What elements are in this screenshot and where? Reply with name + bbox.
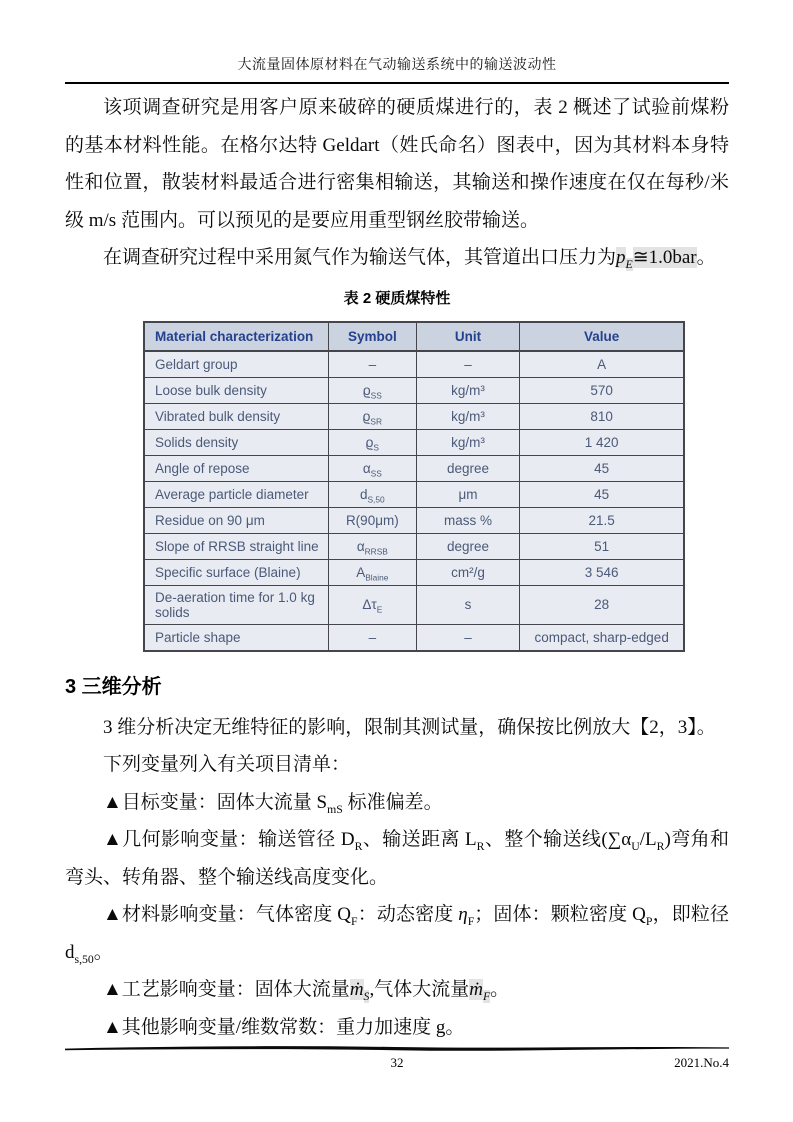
cell-value: 45 [520,455,684,481]
text-segment: 在调查研究过程中采用氮气作为输送气体，其管道出口压力为 [103,247,617,268]
body-paragraph-1 [65,89,729,239]
cell-value: 45 [520,481,684,507]
text-segment: α [356,538,365,554]
bullet-item-process-variables [65,971,729,1009]
subscript-text: SS [370,468,382,479]
header-rule [65,82,729,84]
cell-material: Average particle diameter [144,481,328,507]
subscript-text: RRSB [364,546,388,557]
text-segment: η [458,904,468,925]
subscript-text: S [363,989,370,1003]
cell-unit: – [416,624,520,651]
text-segment: 、输送距离 L [362,829,477,850]
page-content [65,0,729,1046]
table-row [144,585,684,624]
text-segment: ▲工艺影响变量：固体大流量 [103,979,350,1000]
text-segment: 标准偏差。 [342,791,443,813]
section-heading: 3 三维分析 [65,675,162,698]
subscript-text: F [467,914,475,928]
cell-material: Residue on 90 μm [144,507,328,533]
text-segment: 该项调查研究是用客户原来破碎的硬质煤进行的，表 2 概述了试验前煤粉的基本材料性能。在格尔达特 Geldart（姓氏命名）图表中，因为其材料本身特性和位置，散装材料最适合进行密集相输送，其输送和操作速度在仅在每秒/米级 m/s 范围内。可以预见的是要应用重型钢丝胶带输送。 [65,97,729,231]
coal-properties-table [143,321,685,652]
cell-symbol [328,559,416,585]
bullet-item-geometry-variables [65,821,729,896]
running-head-title: 大流量固体原材料在气动输送系统中的输送波动性 [237,58,557,73]
text-segment: ▲其他影响变量/维数常数：重力加速度 g。 [103,1016,465,1038]
text-segment: ▲几何影响变量：输送管径 D [103,829,355,850]
text-segment: – [368,356,377,372]
text-segment: ，即粒径 d [65,904,729,963]
cell-value: 3 546 [520,559,684,585]
cell-symbol [328,403,416,429]
subscript-text: S,50 [367,494,385,505]
cell-value: 28 [520,585,684,624]
subscript-text: R [476,839,485,853]
section-paragraph-2 [65,746,729,784]
cell-unit: kg/m³ [416,403,520,429]
cell-unit: s [416,585,520,624]
subscript-text: E [376,604,383,615]
cell-material: Loose bulk density [144,377,328,403]
cell-value: 570 [520,377,684,403]
cell-value: 21.5 [520,507,684,533]
subscript-text: S [373,442,379,453]
table-body [144,351,684,651]
cell-symbol [328,624,416,651]
table-row [144,351,684,378]
text-segment: 下列变量列入有关项目清单： [103,754,351,775]
cell-value: 810 [520,403,684,429]
table-row [144,403,684,429]
text-segment: 。 [93,941,113,963]
text-segment: – [368,629,377,645]
column-header: Symbol [328,322,416,351]
text-segment: ,气体大流量 [369,979,470,1000]
cell-symbol [328,585,416,624]
cell-material: Solids density [144,429,328,455]
cell-unit: degree [416,533,520,559]
cell-material: Specific surface (Blaine) [144,559,328,585]
text-segment: ϱ [365,434,374,450]
subscript-text: SS [370,390,382,401]
cell-material: Vibrated bulk density [144,403,328,429]
cell-material: Slope of RRSB straight line [144,533,328,559]
cell-value: compact, sharp-edged [520,624,684,651]
text-segment: /L [639,829,657,850]
text-segment: ：动态密度 [357,904,459,925]
table-row [144,624,684,651]
table-caption: 表 2 硬质煤特性 [343,289,451,307]
text-segment: ṁ [349,979,364,1000]
text-segment: ṁ [469,979,483,1000]
cell-material: Angle of repose [144,455,328,481]
text-segment: ≅1.0bar [632,247,697,268]
page-footer [65,1044,729,1071]
cell-symbol [328,507,416,533]
footer-rule [65,1044,729,1053]
text-segment: ϱ [362,382,371,398]
subscript-text: SR [370,416,383,427]
cell-unit: mass % [416,507,520,533]
bullet-item-other-variables [65,1009,729,1047]
text-segment: R(90μm) [345,512,399,528]
column-header: Material characterization [144,322,328,351]
body-paragraph-2 [65,239,729,277]
table-row [144,377,684,403]
subscript-text: F [482,989,491,1003]
cell-unit: μm [416,481,520,507]
cell-symbol [328,533,416,559]
cell-material: Particle shape [144,624,328,651]
text-segment: A [356,564,366,580]
cell-symbol [328,429,416,455]
subscript-text: R [656,839,665,853]
table-row [144,429,684,455]
issue-number: 2021.No.4 [674,1055,729,1070]
subscript-text: P [645,914,653,928]
text-segment: 、整个输送线(∑α [484,829,632,850]
cell-material: Geldart group [144,351,328,378]
cell-symbol [328,351,416,378]
subscript-text: U [631,839,640,853]
cell-material: De-aeration time for 1.0 kg solids [144,585,328,624]
bullet-item-material-variables [65,896,729,971]
table-row [144,507,684,533]
table-row [144,559,684,585]
text-segment: ▲目标变量：固体大流量 S [103,791,328,813]
subscript-text: R [354,839,363,853]
cell-value: 51 [520,533,684,559]
text-segment: )弯角和弯头、转角器、整个输送线高度变化。 [65,829,730,888]
column-header: Value [520,322,684,351]
cell-symbol [328,377,416,403]
text-segment: 。 [696,247,716,268]
column-header: Unit [416,322,520,351]
cell-symbol [328,455,416,481]
text-segment: ▲材料影响变量：气体密度 Q [103,904,352,925]
cell-value: 1 420 [520,429,684,455]
cell-unit: kg/m³ [416,377,520,403]
text-segment: α [362,460,371,476]
table-row [144,455,684,481]
table-header-row [144,322,684,351]
bullet-item-target-variable [65,784,729,822]
subscript-text: s,50 [74,952,94,966]
text-segment: 。 [490,979,510,1000]
text-segment: Δτ [362,597,377,612]
cell-value: A [520,351,684,378]
table-row [144,533,684,559]
page-number: 32 [390,1055,404,1070]
text-segment: p [616,247,626,268]
text-segment: 3 维分析决定无维特征的影响，限制其测试量，确保按比例放大【2，3】。 [103,716,716,738]
cell-unit: degree [416,455,520,481]
text-segment: ；固体：颗粒密度 Q [474,904,646,925]
text-segment: d [359,486,368,502]
subscript-text: E [625,257,633,271]
subscript-text: Blaine [365,572,389,583]
cell-unit: cm²/g [416,559,520,585]
section-paragraph-1 [65,709,729,747]
cell-unit: kg/m³ [416,429,520,455]
cell-unit: – [416,351,520,378]
text-segment: ϱ [362,408,371,424]
table-row [144,481,684,507]
cell-symbol [328,481,416,507]
subscript-text: F [351,914,358,928]
subscript-text: mS [327,802,343,816]
